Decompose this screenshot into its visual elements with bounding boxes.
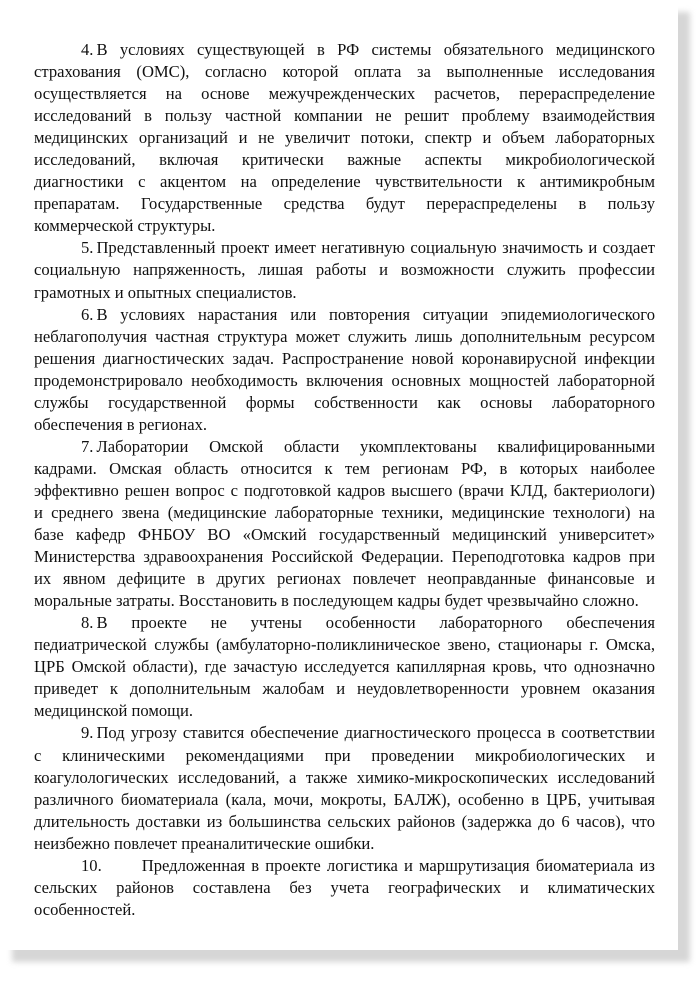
paragraph-line: неблагополучия частная структура может служить лишь дополнительным ресурсом [34, 326, 655, 346]
paragraph-line [34, 237, 655, 259]
paragraph-number: 6. [81, 304, 94, 324]
paragraph-10 [34, 855, 655, 921]
paragraph-line: различного биоматериала (кала, мочи, мокроты, БАЛЖ), особенно в ЦРБ, учитывая [34, 789, 655, 809]
paragraph-8 [34, 612, 655, 722]
paragraph-number: 4. [81, 40, 94, 59]
paragraph-line: коммерческой структуры. [34, 216, 216, 236]
line-text: В условиях существующей в РФ системы обязательного медицинского [96, 40, 655, 59]
paragraph-line: исследований в пользу частной компании не решит проблему взаимодействия [34, 106, 655, 126]
line-text: Под угрозу ставится обеспечение диагностического процесса в соответствии [96, 723, 655, 743]
line-text: Лаборатории Омской области укомплектованы квалифицированными [96, 436, 655, 456]
paragraph-line [34, 722, 655, 744]
paragraph-line: педиатрической службы (амбулаторно-поликлиническое звено, стационары г. Омска, [34, 635, 655, 655]
paragraph-line: службы государственной формы собственности как основы лабораторного [34, 392, 655, 412]
paragraph-line [34, 855, 655, 877]
paragraph-number: 10. [81, 855, 102, 875]
paragraph-line: их явном дефиците в других регионах повлечет неоправданные финансовые и [34, 569, 655, 589]
paragraph-9 [34, 722, 655, 854]
paragraph-5 [34, 237, 655, 303]
paragraph-line: длительность доставки из большинства сельских районов (задержка до 6 часов), что [34, 811, 655, 831]
paragraph-line [34, 304, 655, 326]
document-body [34, 39, 655, 921]
paragraph-line: особенностей. [34, 899, 136, 919]
paragraph-line: осуществляется на основе межучрежденческих расчетов, перераспределение [34, 84, 655, 104]
paragraph-number: 9. [81, 723, 94, 743]
paragraph-number: 8. [81, 613, 94, 633]
line-text: В условиях нарастания или повторения ситуации эпидемиологического [96, 304, 655, 324]
paragraph-4 [34, 39, 655, 237]
paragraph-line: обеспечения в регионах. [34, 414, 208, 434]
paragraph-line: сельских районов составлена без учета географических и климатических [34, 877, 655, 897]
paragraph-line: страхования (ОМС), согласно которой оплата за выполненные исследования [34, 62, 655, 82]
paragraph-line: коагулологических исследований, а также химико-микроскопических исследований [34, 767, 655, 787]
paragraph-number: 5. [81, 238, 94, 258]
paragraph-line: приведет к дополнительным жалобам и неудовлетворенности уровнем оказания [34, 679, 655, 699]
paragraph-line [34, 39, 655, 61]
paragraph-7 [34, 436, 655, 612]
line-text: В проекте не учтены особенности лабораторного обеспечения [96, 613, 655, 633]
line-text: Представленный проект имеет негативную социальную значимость и создает [96, 238, 655, 258]
paragraph-6 [34, 304, 655, 436]
paragraph-line: с клиническими рекомендациями при проведении микробиологических и [34, 745, 655, 765]
paragraph-line: медицинской помощи. [34, 701, 193, 721]
paragraph-line: диагностики с акцентом на определение чувствительности к антимикробным [34, 172, 655, 192]
paragraph-line [34, 436, 655, 458]
paragraph-line: продемонстрировало необходимость включения основных мощностей лабораторной [34, 370, 655, 390]
paragraph-line [34, 612, 655, 634]
paragraph-line: препаратам. Государственные средства будут перераспределены в пользу [34, 194, 655, 214]
paragraph-line: ЦРБ Омской области), где зачастую исследуется капиллярная кровь, что однозначно [34, 657, 655, 677]
paragraph-line: грамотных и опытных специалистов. [34, 282, 297, 302]
paragraph-line: эффективно решен вопрос с подготовкой кадров высшего (врачи КЛД, бактериологи) [34, 480, 655, 500]
paragraph-line: Министерства здравоохранения Российской Федерации. Переподготовка кадров при [34, 547, 655, 567]
paragraph-line: социальную напряженность, лишая работы и возможности служить профессии [34, 260, 655, 280]
line-text: Предложенная в проекте логистика и маршрутизация биоматериала из [141, 855, 655, 875]
paragraph-line: базе кафедр ФНБОУ ВО «Омский государственный медицинский университет» [34, 525, 655, 545]
paragraph-number: 7. [81, 436, 94, 456]
paragraph-line: неизбежно повлечет преаналитические ошибки. [34, 833, 375, 853]
paragraph-line: исследований, включая критически важные аспекты микробиологической [34, 150, 655, 170]
paragraph-line: решения диагностических задач. Распространение новой коронавирусной инфекции [34, 348, 655, 368]
paragraph-line: и среднего звена (медицинские лабораторные техники, медицинские технологи) на [34, 502, 655, 522]
paragraph-line: моральные затраты. Восстановить в последующем кадры будет чрезвычайно сложно. [34, 591, 639, 611]
paragraph-line: кадрами. Омская область относится к тем регионам РФ, в которых наиболее [34, 458, 655, 478]
paragraph-line: медицинских организаций и не увеличит потоки, спектр и объем лабораторных [34, 128, 655, 148]
